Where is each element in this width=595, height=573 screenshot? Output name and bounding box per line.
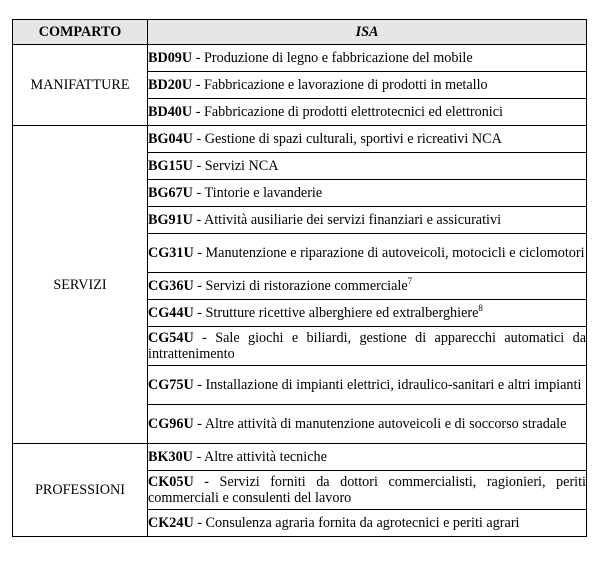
- separator: -: [193, 474, 220, 490]
- isa-code: BG91U: [148, 212, 193, 228]
- isa-description: Servizi NCA: [204, 158, 279, 174]
- separator: -: [193, 416, 205, 432]
- isa-cell: [148, 126, 587, 153]
- isa-code: BD09U: [148, 50, 193, 66]
- isa-code: CG31U: [148, 245, 194, 261]
- isa-description: Gestione di spazi culturali, sportivi e ricreativi NCA: [204, 131, 502, 147]
- table-row: [13, 45, 587, 72]
- header-isa: ISA: [148, 20, 587, 45]
- isa-cell: [148, 153, 587, 180]
- header-comparto: COMPARTO: [13, 20, 148, 45]
- isa-description: Altre attività di manutenzione autoveicoli e di soccorso stradale: [204, 416, 567, 432]
- isa-description: Attività ausiliarie dei servizi finanziari e assicurativi: [203, 212, 502, 228]
- isa-description: Servizi forniti da dottori commercialisti, ragionieri, periti commerciali e consulenti del lavoro: [148, 474, 586, 506]
- isa-description: Tintorie e lavanderie: [204, 185, 323, 201]
- separator: -: [192, 158, 205, 174]
- isa-cell: [148, 99, 587, 126]
- table-row: [13, 126, 587, 153]
- isa-code: CG36U: [148, 278, 194, 294]
- separator: -: [193, 330, 216, 346]
- comparto-cell: SERVIZI: [13, 126, 148, 444]
- separator: -: [192, 131, 205, 147]
- header-row: [13, 20, 587, 45]
- isa-code: BG67U: [148, 185, 193, 201]
- isa-description: Fabbricazione e lavorazione di prodotti in metallo: [203, 77, 488, 93]
- isa-code: CK05U: [148, 474, 194, 490]
- isa-description: Produzione di legno e fabbricazione del mobile: [203, 50, 473, 66]
- isa-code: CG96U: [148, 416, 194, 432]
- isa-description: Installazione di impianti elettrici, idraulico-sanitari e altri impianti: [205, 377, 582, 393]
- isa-cell: [148, 234, 587, 273]
- isa-cell: [148, 327, 587, 366]
- isa-cell: [148, 300, 587, 327]
- isa-description: Strutture ricettive alberghiere ed extralberghiere: [205, 305, 479, 321]
- isa-code: CK24U: [148, 515, 194, 531]
- isa-cell: [148, 207, 587, 234]
- isa-cell: [148, 273, 587, 300]
- isa-cell: [148, 366, 587, 405]
- isa-cell: [148, 180, 587, 207]
- separator: -: [192, 104, 204, 120]
- separator: -: [193, 515, 206, 531]
- isa-code: BD40U: [148, 104, 193, 120]
- isa-description: Sale giochi e biliardi, gestione di apparecchi automatici da intrattenimento: [148, 330, 586, 362]
- isa-code: BG15U: [148, 158, 193, 174]
- separator: -: [192, 77, 204, 93]
- isa-cell: [148, 45, 587, 72]
- comparto-cell: PROFESSIONI: [13, 444, 148, 537]
- separator: -: [192, 212, 204, 228]
- separator: -: [193, 245, 206, 261]
- separator: -: [192, 449, 204, 465]
- table-row: [13, 444, 587, 471]
- isa-description: Consulenza agraria fornita da agrotecnici e periti agrari: [205, 515, 520, 531]
- separator: -: [192, 50, 204, 66]
- isa-table: [12, 19, 587, 537]
- isa-cell: [148, 405, 587, 444]
- comparto-cell: MANIFATTURE: [13, 45, 148, 126]
- isa-description: Fabbricazione di prodotti elettrotecnici ed elettronici: [203, 104, 503, 120]
- isa-description: Altre attività tecniche: [203, 449, 327, 465]
- separator: -: [193, 377, 206, 393]
- isa-cell: [148, 444, 587, 471]
- footnote-marker: 7: [407, 276, 413, 286]
- isa-code: BK30U: [148, 449, 193, 465]
- isa-code: CG75U: [148, 377, 194, 393]
- isa-description: Servizi di ristorazione commerciale: [205, 278, 408, 294]
- isa-cell: [148, 471, 587, 510]
- separator: -: [192, 185, 205, 201]
- isa-code: BD20U: [148, 77, 193, 93]
- footnote-marker: 8: [478, 303, 483, 313]
- table-body: [13, 45, 587, 537]
- isa-cell: [148, 510, 587, 537]
- isa-description: Manutenzione e riparazione di autoveicoli, motocicli e ciclomotori: [205, 245, 585, 261]
- isa-code: CG44U: [148, 305, 194, 321]
- separator: -: [193, 278, 206, 294]
- isa-code: CG54U: [148, 330, 194, 346]
- isa-cell: [148, 72, 587, 99]
- isa-code: BG04U: [148, 131, 193, 147]
- separator: -: [193, 305, 206, 321]
